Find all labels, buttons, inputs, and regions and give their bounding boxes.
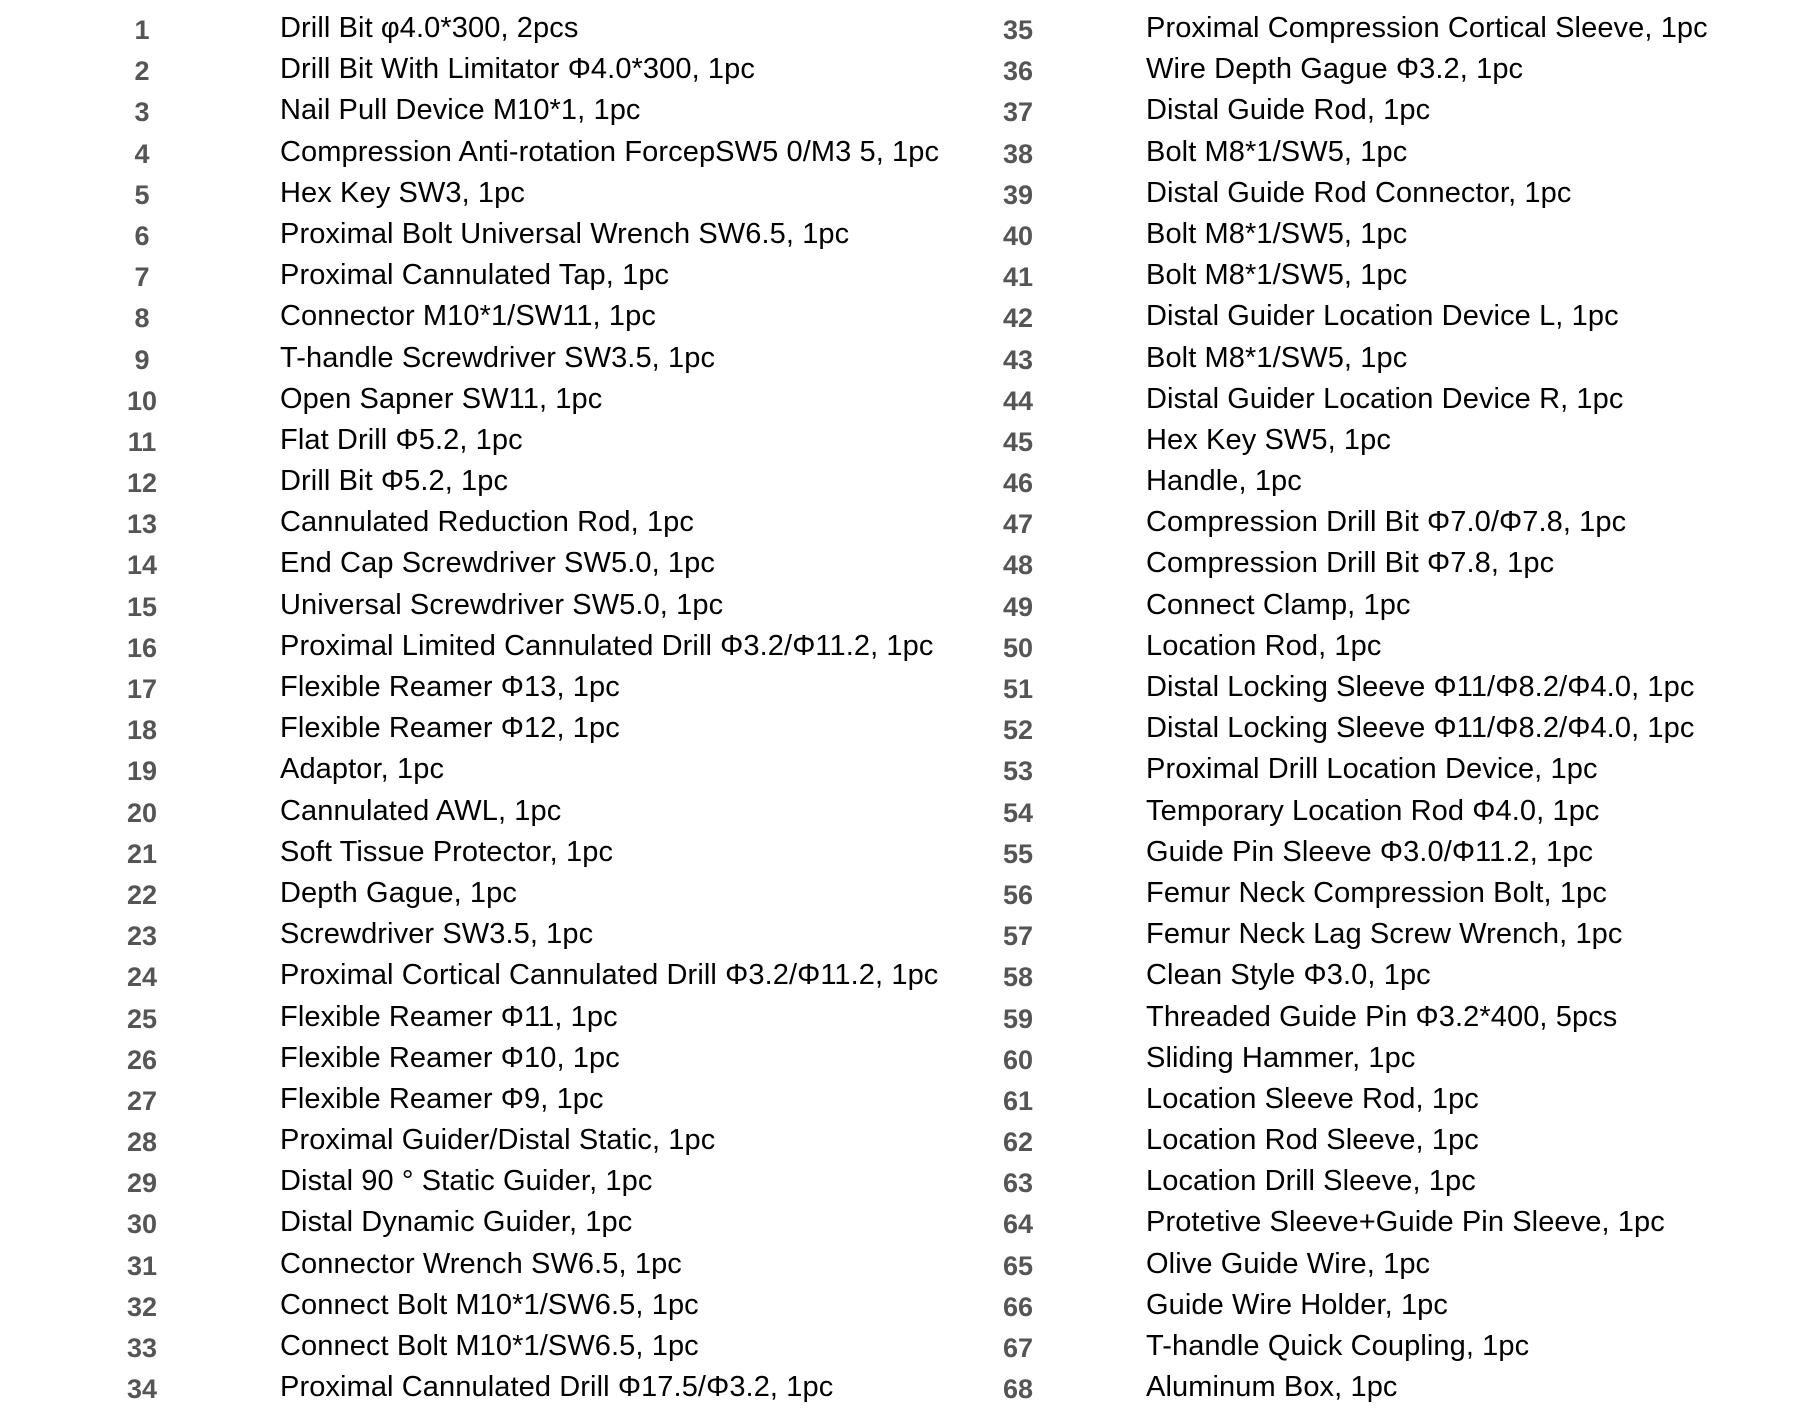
item-number: 22 xyxy=(126,879,158,910)
parts-list-row xyxy=(980,1202,1800,1243)
item-name: Screwdriver SW3.5, 1pc xyxy=(280,918,594,951)
parts-list-row xyxy=(980,1161,1800,1202)
parts-list-row xyxy=(0,749,980,790)
item-name: Proximal Cortical Cannulated Drill Φ3.2/Φ11.2, 1pc xyxy=(280,959,939,992)
item-number: 25 xyxy=(126,1003,158,1034)
parts-list-row xyxy=(0,1079,980,1120)
item-name: Proximal Guider/Distal Static, 1pc xyxy=(280,1124,716,1157)
item-number: 24 xyxy=(126,962,158,993)
parts-list-row xyxy=(980,296,1800,337)
parts-list-row xyxy=(980,173,1800,214)
parts-list-row xyxy=(0,1285,980,1326)
parts-list-row xyxy=(0,461,980,502)
item-number: 16 xyxy=(126,632,158,663)
item-name: Femur Neck Lag Screw Wrench, 1pc xyxy=(1146,918,1623,951)
parts-list-left-column xyxy=(0,8,980,1408)
item-name: Depth Gague, 1pc xyxy=(280,876,517,909)
item-name: Aluminum Box, 1pc xyxy=(1146,1371,1398,1404)
item-name: Distal Guider Location Device R, 1pc xyxy=(1146,382,1624,415)
item-name: Soft Tissue Protector, 1pc xyxy=(280,835,614,868)
item-number: 43 xyxy=(1002,344,1034,375)
item-number: 42 xyxy=(1002,303,1034,334)
item-name: Universal Screwdriver SW5.0, 1pc xyxy=(280,588,724,621)
item-name: Drill Bit Φ5.2, 1pc xyxy=(280,465,509,498)
item-number: 64 xyxy=(1002,1209,1034,1240)
item-number: 33 xyxy=(126,1333,158,1363)
item-number: 2 xyxy=(134,56,150,87)
item-name: Hex Key SW3, 1pc xyxy=(280,176,525,209)
item-name: Adaptor, 1pc xyxy=(280,753,445,786)
item-number: 41 xyxy=(1002,262,1034,293)
item-number: 68 xyxy=(1002,1374,1034,1405)
parts-list-row xyxy=(0,585,980,626)
parts-list-row xyxy=(0,914,980,955)
item-name: Distal Dynamic Guider, 1pc xyxy=(280,1206,633,1239)
item-name: Flexible Reamer Φ12, 1pc xyxy=(280,712,620,745)
parts-list-row xyxy=(0,1244,980,1285)
item-name: Connector M10*1/SW11, 1pc xyxy=(280,300,656,333)
item-number: 14 xyxy=(126,550,158,581)
item-name: Location Sleeve Rod, 1pc xyxy=(1146,1082,1479,1115)
item-number: 66 xyxy=(1002,1291,1034,1322)
item-name: Femur Neck Compression Bolt, 1pc xyxy=(1146,876,1607,909)
item-number: 9 xyxy=(134,344,150,375)
item-name: Protetive Sleeve+Guide Pin Sleeve, 1pc xyxy=(1146,1206,1665,1239)
item-name: Distal 90 ° Static Guider, 1pc xyxy=(280,1165,653,1198)
item-name: Flat Drill Φ5.2, 1pc xyxy=(280,423,523,456)
parts-list-row xyxy=(0,49,980,90)
item-name: Location Rod Sleeve, 1pc xyxy=(1146,1124,1479,1157)
item-name: Distal Locking Sleeve Φ11/Φ8.2/Φ4.0, 1pc xyxy=(1146,671,1695,703)
item-number: 5 xyxy=(134,179,150,210)
parts-list-row xyxy=(980,1285,1800,1326)
item-number: 17 xyxy=(126,674,158,704)
parts-list-row xyxy=(0,791,980,832)
parts-list-row xyxy=(0,255,980,296)
item-number: 35 xyxy=(1002,15,1034,45)
item-number: 57 xyxy=(1002,921,1034,952)
item-number: 1 xyxy=(134,15,150,45)
item-name: Proximal Bolt Universal Wrench SW6.5, 1pc xyxy=(280,217,850,250)
item-number: 8 xyxy=(134,303,150,334)
item-number: 59 xyxy=(1002,1003,1034,1034)
parts-list-row xyxy=(980,132,1800,173)
item-number: 6 xyxy=(134,220,150,251)
item-number: 23 xyxy=(126,921,158,952)
item-number: 56 xyxy=(1002,879,1034,910)
item-number: 39 xyxy=(1002,179,1034,210)
item-name: Compression Drill Bit Φ7.8, 1pc xyxy=(1146,547,1555,580)
parts-list-row xyxy=(980,708,1800,749)
parts-list-row xyxy=(0,667,980,708)
item-name: Threaded Guide Pin Φ3.2*400, 5pcs xyxy=(1146,1000,1618,1033)
parts-list-row xyxy=(0,1161,980,1202)
parts-list-row xyxy=(0,543,980,584)
item-number: 65 xyxy=(1002,1250,1034,1281)
parts-list-row xyxy=(0,708,980,749)
item-name: Wire Depth Gague Φ3.2, 1pc xyxy=(1146,53,1524,86)
parts-list-row xyxy=(980,255,1800,296)
parts-list-row xyxy=(980,1326,1800,1367)
item-name: Olive Guide Wire, 1pc xyxy=(1146,1247,1431,1280)
parts-list-row xyxy=(0,296,980,337)
item-name: Handle, 1pc xyxy=(1146,465,1302,498)
item-name: Temporary Location Rod Φ4.0, 1pc xyxy=(1146,794,1600,827)
item-number: 27 xyxy=(126,1085,158,1116)
item-number: 36 xyxy=(1002,56,1034,87)
parts-list-row xyxy=(980,1120,1800,1161)
parts-list-row xyxy=(0,132,980,173)
item-number: 32 xyxy=(126,1291,158,1322)
item-name: Bolt M8*1/SW5, 1pc xyxy=(1146,135,1408,168)
parts-list-right-column xyxy=(980,8,1800,1408)
parts-list-row xyxy=(0,1038,980,1079)
item-name: End Cap Screwdriver SW5.0, 1pc xyxy=(280,547,715,580)
item-number: 37 xyxy=(1002,97,1034,128)
item-name: Clean Style Φ3.0, 1pc xyxy=(1146,959,1431,992)
parts-list-row xyxy=(980,667,1800,708)
item-name: Drill Bit φ4.0*300, 2pcs xyxy=(280,12,579,44)
parts-list-row xyxy=(0,1326,980,1367)
item-number: 4 xyxy=(134,138,150,169)
item-name: Proximal Cannulated Tap, 1pc xyxy=(280,259,670,292)
item-name: Location Rod, 1pc xyxy=(1146,629,1382,662)
item-number: 19 xyxy=(126,756,158,787)
parts-list-row xyxy=(980,791,1800,832)
parts-list-row xyxy=(0,8,980,49)
parts-list-row xyxy=(980,1038,1800,1079)
item-name: Proximal Compression Cortical Sleeve, 1pc xyxy=(1146,12,1708,44)
item-name: T-handle Screwdriver SW3.5, 1pc xyxy=(280,341,716,374)
item-number: 26 xyxy=(126,1044,158,1075)
item-name: Hex Key SW5, 1pc xyxy=(1146,423,1391,456)
parts-list-row xyxy=(0,873,980,914)
parts-list-row xyxy=(980,90,1800,131)
item-number: 20 xyxy=(126,797,158,828)
parts-list-row xyxy=(0,338,980,379)
item-name: Location Drill Sleeve, 1pc xyxy=(1146,1165,1476,1198)
parts-list-row xyxy=(980,420,1800,461)
item-name: Bolt M8*1/SW5, 1pc xyxy=(1146,341,1408,374)
item-name: Proximal Cannulated Drill Φ17.5/Φ3.2, 1pc xyxy=(280,1371,834,1404)
item-name: Distal Guide Rod Connector, 1pc xyxy=(1146,176,1572,209)
item-number: 55 xyxy=(1002,838,1034,869)
item-name: Bolt M8*1/SW5, 1pc xyxy=(1146,259,1408,292)
item-number: 52 xyxy=(1002,715,1034,746)
item-name: Connector Wrench SW6.5, 1pc xyxy=(280,1247,682,1280)
item-number: 45 xyxy=(1002,426,1034,457)
item-number: 10 xyxy=(126,385,158,416)
parts-list-row xyxy=(980,8,1800,49)
item-number: 58 xyxy=(1002,962,1034,993)
parts-list-row xyxy=(980,1079,1800,1120)
item-number: 40 xyxy=(1002,220,1034,251)
parts-list-row xyxy=(980,873,1800,914)
parts-list-row xyxy=(0,832,980,873)
item-name: Connect Clamp, 1pc xyxy=(1146,588,1411,621)
parts-list-row xyxy=(980,997,1800,1038)
item-name: Compression Drill Bit Φ7.0/Φ7.8, 1pc xyxy=(1146,506,1627,539)
item-name: Distal Guider Location Device L, 1pc xyxy=(1146,300,1619,333)
item-number: 53 xyxy=(1002,756,1034,787)
parts-list-row xyxy=(0,1367,980,1408)
parts-list-row xyxy=(0,955,980,996)
parts-list-row xyxy=(980,955,1800,996)
item-number: 49 xyxy=(1002,591,1034,622)
parts-list-row xyxy=(980,1244,1800,1285)
item-number: 29 xyxy=(126,1168,158,1199)
parts-list-row xyxy=(980,749,1800,790)
parts-list-row xyxy=(980,461,1800,502)
parts-list-row xyxy=(0,1202,980,1243)
item-name: Compression Anti-rotation ForcepSW5 0/M3 5, 1pc xyxy=(280,135,940,168)
parts-list-row xyxy=(980,49,1800,90)
item-name: Guide Pin Sleeve Φ3.0/Φ11.2, 1pc xyxy=(1146,835,1594,868)
parts-list-row xyxy=(0,626,980,667)
item-number: 46 xyxy=(1002,468,1034,499)
item-name: Cannulated Reduction Rod, 1pc xyxy=(280,506,695,539)
parts-list-row xyxy=(980,502,1800,543)
item-name: Flexible Reamer Φ10, 1pc xyxy=(280,1041,620,1074)
item-number: 63 xyxy=(1002,1168,1034,1199)
item-number: 60 xyxy=(1002,1044,1034,1075)
item-name: Proximal Drill Location Device, 1pc xyxy=(1146,753,1598,786)
item-number: 34 xyxy=(126,1374,158,1405)
parts-list-row xyxy=(0,420,980,461)
item-number: 50 xyxy=(1002,632,1034,663)
parts-list-row xyxy=(0,502,980,543)
item-number: 47 xyxy=(1002,509,1034,540)
parts-list-row xyxy=(980,543,1800,584)
item-number: 31 xyxy=(126,1250,158,1281)
item-name: Proximal Limited Cannulated Drill Φ3.2/Φ11.2, 1pc xyxy=(280,629,934,662)
parts-list-row xyxy=(0,214,980,255)
parts-list-row xyxy=(980,214,1800,255)
parts-list-row xyxy=(980,338,1800,379)
parts-list-row xyxy=(980,832,1800,873)
item-name: Distal Locking Sleeve Φ11/Φ8.2/Φ4.0, 1pc xyxy=(1146,712,1695,745)
item-name: T-handle Quick Coupling, 1pc xyxy=(1146,1330,1530,1362)
parts-list-row xyxy=(0,90,980,131)
item-name: Guide Wire Holder, 1pc xyxy=(1146,1288,1448,1321)
parts-list-row xyxy=(980,585,1800,626)
item-name: Sliding Hammer, 1pc xyxy=(1146,1041,1416,1074)
item-name: Drill Bit With Limitator Φ4.0*300, 1pc xyxy=(280,53,755,86)
item-number: 7 xyxy=(134,262,150,293)
item-number: 13 xyxy=(126,509,158,540)
item-name: Bolt M8*1/SW5, 1pc xyxy=(1146,217,1408,250)
item-number: 51 xyxy=(1002,674,1034,704)
item-name: Flexible Reamer Φ9, 1pc xyxy=(280,1082,604,1115)
item-number: 44 xyxy=(1002,385,1034,416)
parts-list-row xyxy=(980,379,1800,420)
item-number: 38 xyxy=(1002,138,1034,169)
item-number: 15 xyxy=(126,591,158,622)
item-name: Distal Guide Rod, 1pc xyxy=(1146,94,1431,127)
item-name: Flexible Reamer Φ11, 1pc xyxy=(280,1000,618,1033)
item-number: 62 xyxy=(1002,1127,1034,1158)
item-name: Connect Bolt M10*1/SW6.5, 1pc xyxy=(280,1288,699,1321)
item-number: 67 xyxy=(1002,1333,1034,1363)
parts-list-row xyxy=(0,173,980,214)
item-name: Cannulated AWL, 1pc xyxy=(280,794,562,827)
parts-list-row xyxy=(0,997,980,1038)
item-number: 28 xyxy=(126,1127,158,1158)
parts-list-row xyxy=(980,914,1800,955)
item-number: 61 xyxy=(1002,1085,1034,1116)
parts-list-row xyxy=(0,1120,980,1161)
item-number: 48 xyxy=(1002,550,1034,581)
parts-list-row xyxy=(980,626,1800,667)
item-number: 11 xyxy=(127,426,157,457)
item-number: 18 xyxy=(126,715,158,746)
item-name: Open Sapner SW11, 1pc xyxy=(280,382,603,415)
item-number: 12 xyxy=(126,468,158,499)
item-number: 54 xyxy=(1002,797,1034,828)
item-name: Nail Pull Device M10*1, 1pc xyxy=(280,94,641,127)
item-number: 30 xyxy=(126,1209,158,1240)
item-number: 3 xyxy=(134,97,150,128)
item-name: Connect Bolt M10*1/SW6.5, 1pc xyxy=(280,1330,699,1362)
item-name: Flexible Reamer Φ13, 1pc xyxy=(280,671,620,703)
item-number: 21 xyxy=(126,838,158,869)
parts-list-row xyxy=(980,1367,1800,1408)
parts-list-row xyxy=(0,379,980,420)
